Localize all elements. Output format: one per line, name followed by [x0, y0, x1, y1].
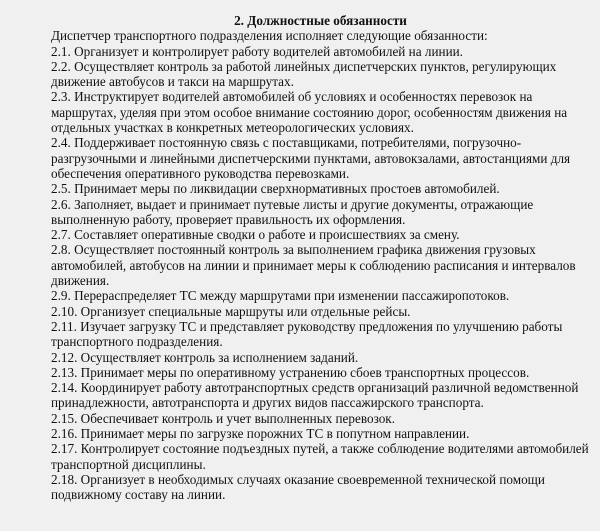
- duty-item-2-18: 2.18. Организует в необходимых случаях оказание своевременной технической помощи подвижному составу на линии.: [51, 471, 545, 503]
- section-title: 2. Должностные обязанности: [234, 13, 407, 28]
- duty-item-2-11: 2.11. Изучает загрузку ТС и представляет руководству предложения по улучшению работы транспортного подразделения.: [51, 318, 563, 350]
- duty-item-2-5: 2.5. Принимает меры по ликвидации сверхнормативных простоев автомобилей.: [51, 181, 500, 197]
- duty-item-2-1: 2.1. Организует и контролирует работу водителей автомобилей на линии.: [51, 43, 463, 59]
- duty-item-2-7: 2.7. Составляет оперативные сводки о работе и происшествиях за смену.: [51, 227, 460, 243]
- duty-item-2-12: 2.12. Осуществляет контроль за исполнением заданий.: [51, 349, 359, 365]
- duty-item-2-4: 2.4. Поддерживает постоянную связь с поставщиками, потребителями, погрузочно-разгрузочными и линейными диспетчерскими пунктами, автовокзалами, автостанциями для обеспечения оперативного руководства перевозками.: [51, 135, 571, 181]
- intro-paragraph: Диспетчер транспортного подразделения исполняет следующие обязанности:: [51, 28, 488, 44]
- duty-item-2-10: 2.10. Организует специальные маршруты или отдельные рейсы.: [51, 303, 411, 319]
- duty-item-2-15: 2.15. Обеспечивает контроль и учет выполненных перевозок.: [51, 410, 396, 426]
- duty-item-2-13: 2.13. Принимает меры по оперативному устранению сбоев транспортных процессов.: [51, 364, 530, 380]
- duty-list: [51, 44, 590, 503]
- duty-item-2-8: 2.8. Осуществляет постоянный контроль за выполнением графика движения грузовых автомобилей, автобусов на линии и принимает меры к соблюдению расписания и интервалов движения.: [51, 242, 576, 289]
- duty-item-2-17: 2.17. Контролирует состояние подъездных путей, а также соблюдение водителями автомобилей транспортной дисциплины.: [51, 441, 589, 472]
- duty-item-2-14: 2.14. Координирует работу автотранспортных средств организаций различной ведомственной принадлежности, автотранспорта и других видов пассажирского транспорта.: [51, 380, 579, 411]
- duty-item-2-9: 2.9. Перераспределяет ТС между маршрутами при изменении пассажиропотоков.: [51, 288, 510, 304]
- duty-item-2-2: 2.2. Осуществляет контроль за работой линейных диспетчерских пунктов, регулирующих движение автобусов и такси на маршрутах.: [51, 58, 557, 90]
- duty-item-2-6: 2.6. Заполняет, выдает и принимает путевые листы и другие документы, отражающие выполненную работу, проверяет правильность их оформления.: [51, 196, 534, 227]
- duty-item-2-16: 2.16. Принимает меры по загрузке порожних ТС в попутном направлении.: [51, 426, 470, 442]
- duty-item-2-3: 2.3. Инструктирует водителей автомобилей об условиях и особенностях перевозок на маршрутах, уделяя при этом особое внимание состоянию дорог, особенностям движения на отдельных участках в конкретных метеорологических условиях.: [51, 89, 568, 136]
